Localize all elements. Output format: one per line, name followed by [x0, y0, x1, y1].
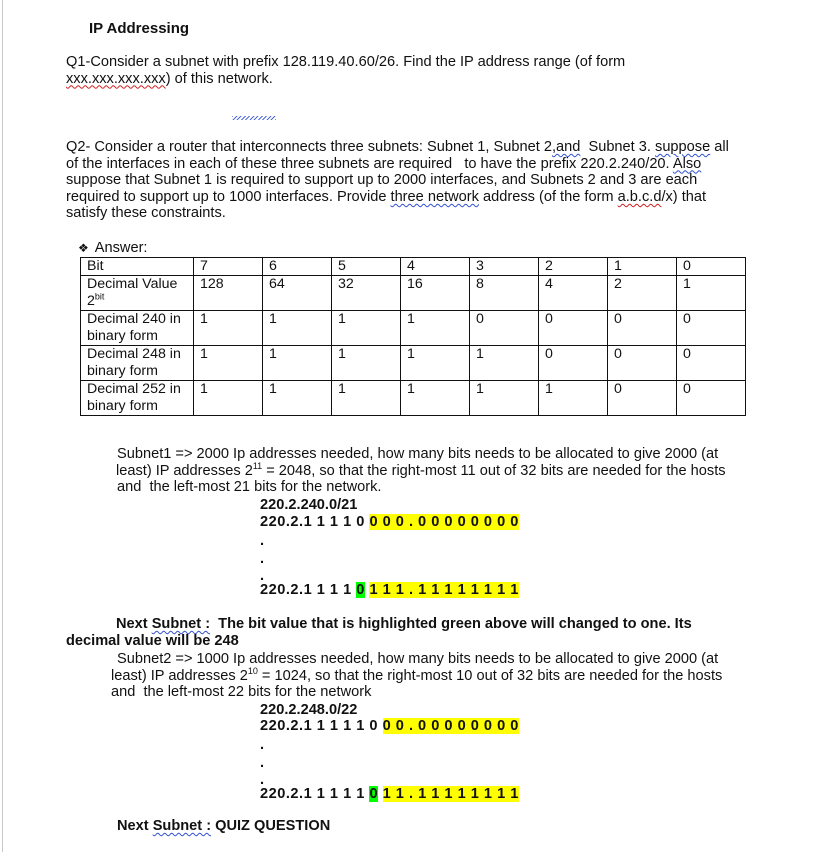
row-label: Decimal 248 in binary form	[81, 346, 194, 381]
table-cell: 8	[470, 276, 539, 311]
table-cell: 1	[401, 346, 470, 381]
q1-line-2: xxx.xxx.xxx.xxx) of this network.	[66, 70, 273, 87]
table-cell: 0	[539, 311, 608, 346]
row-label: Decimal Value $2^{bit}$	[81, 276, 194, 311]
table-cell: 6	[263, 258, 332, 276]
table-cell: 1	[470, 346, 539, 381]
table-cell: 1	[194, 311, 263, 346]
table-cell: 0	[608, 381, 677, 416]
host-bits-highlight: 0 0 0 . 0 0 0 0 0 0 0 0	[369, 514, 519, 530]
table-cell: 128	[194, 276, 263, 311]
table-row	[81, 276, 746, 311]
table-cell: 0	[677, 381, 746, 416]
question-1	[66, 54, 625, 87]
table-row	[81, 311, 746, 346]
table-cell: 4	[539, 276, 608, 311]
host-bits-highlight: 1 1 1 . 1 1 1 1 1 1 1 1	[369, 582, 519, 598]
diamond-bullet-icon: ❖	[78, 241, 89, 255]
subnet2-prefix: 220.2.248.0/22	[260, 702, 358, 718]
table-cell: 0	[608, 346, 677, 381]
table-cell: 7	[194, 258, 263, 276]
table-cell: 2	[539, 258, 608, 276]
table-cell: 0	[677, 258, 746, 276]
bit-value-table	[80, 257, 746, 416]
subnet2-explanation: Subnet2 => 1000 Ip addresses needed, how many bits needs to be allocated to give 2000 (at least) IP addresses $2^{10} = 1024$, so that the right-most 10 out of 32 bits are needed for the hosts and the left-most 22 bits for the network	[111, 651, 723, 701]
q2-line-1: Q2- Consider a router that interconnects three subnets: Subnet 1, Subnet 2,and Subnet 3. suppose all	[66, 139, 729, 155]
q2-line-2: of the interfaces in each of these three subnets are required to have the prefix 220.2.240/20. Also	[66, 155, 702, 172]
document-title: IP Addressing	[89, 20, 190, 37]
table-cell: 4	[401, 258, 470, 276]
table-cell: 1	[677, 276, 746, 311]
subnet2-last-address: 220.2.1 1 1 1 1 0 1 1 . 1 1 1 1 1 1 1 1	[260, 786, 519, 802]
q2-line-3: suppose that Subnet 1 is required to support up to 2000 interfaces, and Subnets 2 and 3 are each	[66, 172, 698, 189]
row-label: Decimal 252 in binary form	[81, 381, 194, 416]
question-2	[66, 139, 729, 222]
table-cell: 1	[263, 311, 332, 346]
q2-line-4: required to support up to 1000 interfaces. Provide three network address (of the form a.b.c.d/x) that	[66, 188, 707, 205]
page-margin-line	[2, 0, 3, 852]
host-bits-highlight: 0 0 . 0 0 0 0 0 0 0 0	[382, 718, 519, 734]
table-cell: 3	[470, 258, 539, 276]
table-cell: 1	[263, 346, 332, 381]
table-cell: 32	[332, 276, 401, 311]
green-bit-highlight: 0	[356, 582, 365, 598]
table-cell: 1	[332, 311, 401, 346]
q2-line-5: satisfy these constraints.	[66, 205, 226, 222]
table-cell: 2	[608, 276, 677, 311]
table-cell: 0	[470, 311, 539, 346]
answer-heading: ❖ Answer:	[78, 240, 148, 256]
table-cell: 1	[263, 381, 332, 416]
row-label: Bit	[81, 258, 194, 276]
table-cell: 1	[332, 346, 401, 381]
table-row	[81, 346, 746, 381]
table-cell: 64	[263, 276, 332, 311]
table-row	[81, 381, 746, 416]
table-cell: 0	[677, 346, 746, 381]
table-cell: 1	[401, 381, 470, 416]
table-cell: 1	[539, 381, 608, 416]
subnet1-explanation: Subnet1 => 2000 Ip addresses needed, how many bits needs to be allocated to give 2000 (at least) IP addresses $2^{11} = 2048$, so that the right-most 11 out of 32 bits are needed for the hosts and the left-most 21 bits for the network.	[116, 446, 726, 496]
next-subnet-note: Next Subnet : The bit value that is highlighted green above will changed to one. Its decimal value will be 248	[66, 616, 692, 649]
table-cell: 5	[332, 258, 401, 276]
q1-form-token: xxx.xxx.xxx.xxx	[66, 70, 166, 87]
table-cell: 1	[194, 346, 263, 381]
subnet1-prefix: 220.2.240.0/21	[260, 497, 358, 513]
table-cell: 1	[194, 381, 263, 416]
table-row	[81, 258, 746, 276]
table-cell: 16	[401, 276, 470, 311]
grammar-squiggle	[232, 116, 276, 120]
subnet2-first-address: 220.2.1 1 1 1 1 0 0 0 . 0 0 0 0 0 0 0 0	[260, 718, 519, 734]
table-cell: 0	[608, 311, 677, 346]
table-cell: 1	[608, 258, 677, 276]
green-bit-highlight: 0	[369, 786, 379, 802]
quiz-question-line: Next Subnet : QUIZ QUESTION	[117, 818, 331, 834]
host-bits-highlight: 1 1 . 1 1 1 1 1 1 1 1	[382, 786, 519, 802]
table-cell: 0	[677, 311, 746, 346]
table-cell: 0	[539, 346, 608, 381]
q1-line-1: Q1-Consider a subnet with prefix 128.119.40.60/26. Find the IP address range (of form	[66, 54, 626, 70]
row-label: Decimal 240 in binary form	[81, 311, 194, 346]
subnet1-last-address: 220.2.1 1 1 1 0 1 1 1 . 1 1 1 1 1 1 1 1	[260, 582, 519, 598]
table-cell: 1	[332, 381, 401, 416]
table-cell: 1	[470, 381, 539, 416]
subnet1-first-address: 220.2.1 1 1 1 0 0 0 0 . 0 0 0 0 0 0 0 0	[260, 514, 519, 530]
table-cell: 1	[401, 311, 470, 346]
